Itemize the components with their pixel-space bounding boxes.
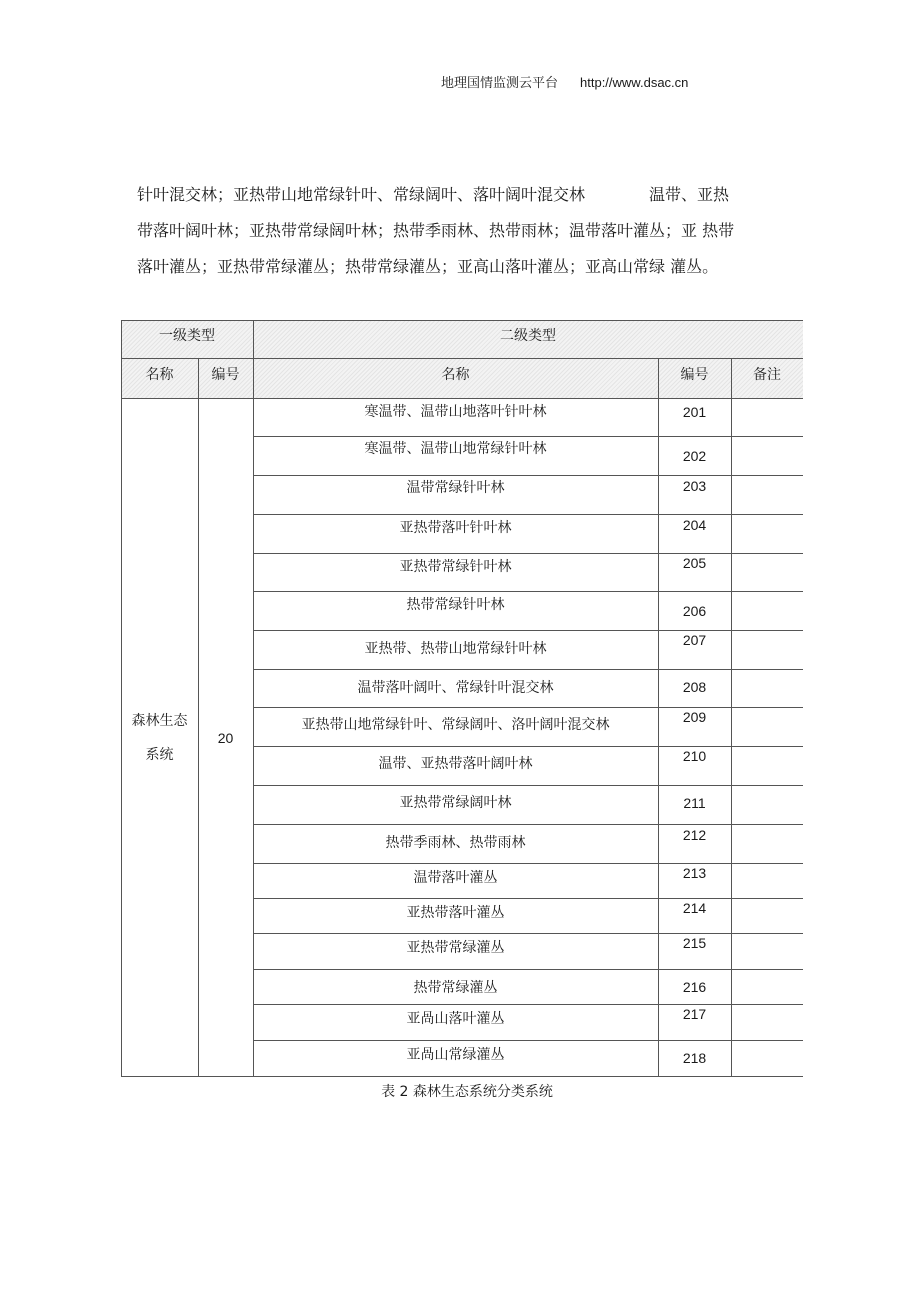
header-level2: 二级类型 — [500, 328, 556, 344]
site-url[interactable]: http://www.dsac.cn — [580, 75, 689, 90]
row-divider — [253, 475, 803, 476]
row-name: 亚热带、热带山地常绿针叶林 — [364, 641, 547, 657]
row-name: 亚热带落叶灌丛 — [406, 905, 505, 921]
header-code-2: 编号 — [680, 367, 709, 383]
row-code: 202 — [682, 448, 707, 464]
row-code: 204 — [682, 517, 707, 533]
row-code: 206 — [682, 603, 707, 619]
row-divider — [253, 898, 803, 899]
row-code: 203 — [682, 478, 707, 494]
row-name: 热带季雨林、热带雨林 — [385, 835, 526, 851]
row-divider — [253, 785, 803, 786]
level1-name-line1: 森林生态 — [131, 713, 188, 729]
col-divider-1 — [198, 358, 199, 1077]
table-bottom-border — [121, 1076, 803, 1077]
header-bottom-border — [121, 398, 803, 399]
row-divider — [253, 553, 803, 554]
row-divider — [253, 863, 803, 864]
header-divider — [121, 358, 803, 359]
row-divider — [253, 933, 803, 934]
row-code: 214 — [682, 900, 707, 916]
row-name: 寒温带、温带山地落叶针叶林 — [364, 404, 547, 420]
row-code: 208 — [682, 679, 707, 695]
paragraph-line-1a: 针叶混交林；亚热带山地常绿针叶、常绿阔叶、落叶阔叶混交林 — [137, 185, 586, 204]
row-divider — [253, 1004, 803, 1005]
row-code: 205 — [682, 555, 707, 571]
row-code: 201 — [682, 404, 707, 420]
site-name: 地理国情监测云平台 — [441, 76, 559, 91]
paragraph-line-1b: 温带、亚热 — [649, 185, 730, 204]
row-code: 215 — [682, 935, 707, 951]
paragraph-line-2: 带落叶阔叶林；亚热带常绿阔叶林；热带季雨林、热带雨林；温带落叶灌丛；亚 热带 — [137, 221, 735, 240]
row-code: 213 — [682, 865, 707, 881]
row-divider — [253, 707, 803, 708]
paragraph-line-3: 落叶灌丛；亚热带常绿灌丛；热带常绿灌丛；亚高山落叶灌丛；亚高山常绿 灌丛。 — [137, 257, 719, 276]
table-left-border — [121, 320, 122, 1077]
row-divider — [253, 746, 803, 747]
row-name: 亚热带常绿针叶林 — [399, 559, 512, 575]
col-divider-2 — [253, 320, 254, 1077]
row-name: 亚热带常绿阔叶林 — [399, 795, 512, 811]
row-code: 218 — [682, 1050, 707, 1066]
row-divider — [253, 591, 803, 592]
row-name: 亚咼山落叶灌丛 — [406, 1011, 505, 1027]
row-code: 212 — [682, 827, 707, 843]
level1-code: 20 — [217, 730, 234, 746]
header-code-1: 编号 — [211, 367, 240, 383]
row-code: 209 — [682, 709, 707, 725]
row-code: 217 — [682, 1006, 707, 1022]
row-code: 211 — [683, 795, 706, 811]
row-divider — [253, 824, 803, 825]
row-name: 热带常绿针叶林 — [406, 597, 505, 613]
row-name: 温带落叶灌丛 — [413, 870, 498, 886]
level1-name-line2: 系统 — [145, 747, 174, 763]
row-code: 210 — [682, 748, 707, 764]
row-name: 热带常绿灌丛 — [413, 980, 498, 996]
classification-table — [121, 320, 803, 1077]
header-name-2: 名称 — [441, 367, 470, 383]
row-divider — [253, 669, 803, 670]
row-name: 亚热带落叶针叶林 — [399, 520, 512, 536]
page-header — [441, 72, 688, 91]
row-divider — [253, 436, 803, 437]
header-level1: 一级类型 — [159, 328, 215, 344]
row-name: 亚热带山地常绿针叶、常绿阔叶、洛叶阔叶混交林 — [301, 717, 610, 733]
row-code: 216 — [682, 979, 707, 995]
row-name: 温带、亚热带落叶阔叶林 — [378, 756, 533, 772]
table-caption: 表 2 森林生态系统分类系统 — [381, 1084, 553, 1100]
row-divider — [253, 630, 803, 631]
header-remark: 备注 — [753, 367, 781, 383]
row-name: 温带落叶阔叶、常绿针叶混交林 — [357, 680, 554, 696]
row-divider — [253, 1040, 803, 1041]
header-name-1: 名称 — [145, 367, 174, 383]
row-name: 寒温带、温带山地常绿针叶林 — [364, 441, 547, 457]
col-divider-3 — [658, 358, 659, 1077]
row-name: 温带常绿针叶林 — [406, 480, 505, 496]
row-divider — [253, 969, 803, 970]
row-name: 亚热带常绿灌丛 — [406, 940, 505, 956]
row-divider — [253, 514, 803, 515]
col-divider-4 — [731, 358, 732, 1077]
row-code: 207 — [682, 632, 707, 648]
row-name: 亚咼山常绿灌丛 — [406, 1047, 505, 1063]
table-top-border — [121, 320, 803, 321]
paragraph-line-1 — [137, 185, 807, 205]
